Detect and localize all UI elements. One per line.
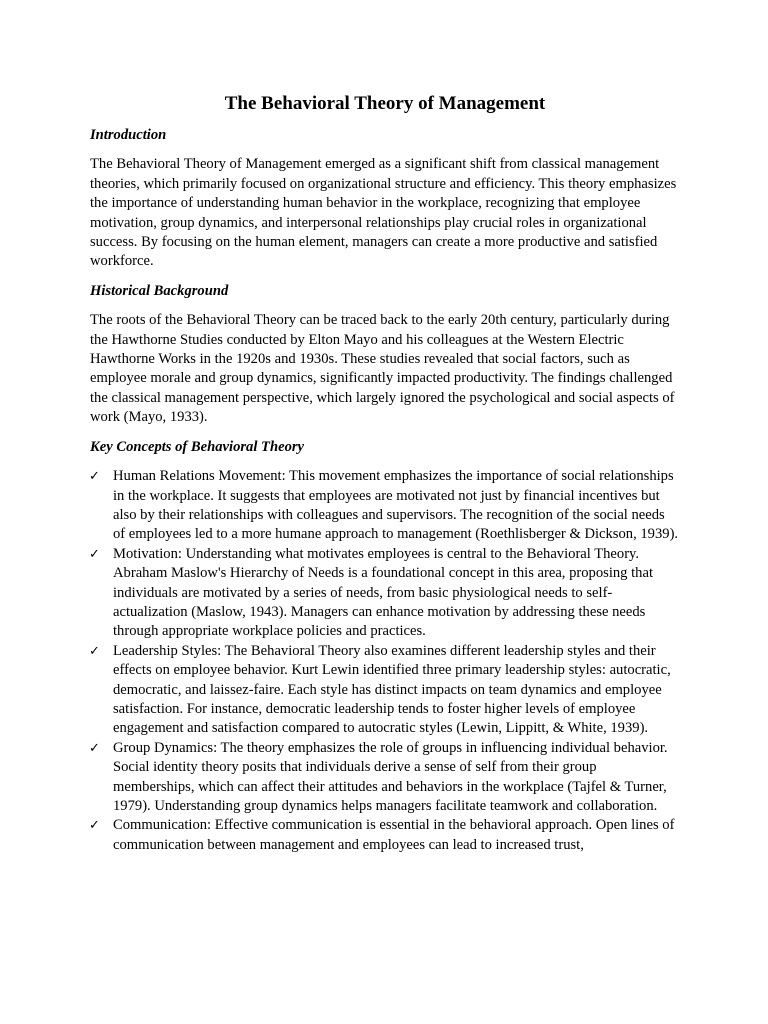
list-item-text: Group Dynamics: The theory emphasizes the role of groups in influencing individual behavior. Social identity theory posits that individuals derive a sense of self from their group memberships, which can affect their attitudes and behaviors in the workplace (Tajfel & Turner, 1979). Understanding group dynamics helps managers facilitate teamwork and collaboration. [113, 739, 668, 814]
key-concepts-list [90, 467, 680, 855]
list-item-text: Leadership Styles: The Behavioral Theory also examines different leadership styles and their effects on employee behavior. Kurt Lewin identified three primary leadership styles: autocratic, democratic, and laissez-faire. Each style has distinct impacts on team dynamics and employee satisfaction. For instance, democratic leadership tends to foster higher levels of employee engagement and satisfaction compared to autocratic styles (Lewin, Lippitt, & White, 1939). [113, 642, 671, 737]
checkmark-icon: ✓ [89, 818, 100, 834]
checkmark-icon: ✓ [89, 740, 100, 756]
paragraph-historical-background: The roots of the Behavioral Theory can be traced back to the early 20th century, particularly during the Hawthorne Studies conducted by Elton Mayo and his colleagues at the Western Electric Hawthorne Works in the 1920s and 1930s. These studies revealed that social factors, such as employee morale and group dynamics, significantly impacted productivity. The findings challenged the classical management perspective, which largely ignored the psychological and social aspects of work (Mayo, 1933). [90, 312, 675, 426]
section-introduction [90, 126, 680, 272]
list-item-text: Motivation: Understanding what motivates employees is central to the Behavioral Theory. Abraham Maslow's Hierarchy of Needs is a foundational concept in this area, proposing that individuals are motivated by a series of needs, from basic physiological needs to self-actualization (Maslow, 1943). Managers can enhance motivation by addressing these needs through appropriate workplace policies and practices. [113, 545, 654, 640]
list-item [90, 467, 680, 545]
list-item [90, 816, 680, 855]
checkmark-icon: ✓ [89, 469, 100, 485]
checkmark-icon: ✓ [89, 643, 100, 659]
document-title: The Behavioral Theory of Management [224, 93, 546, 114]
section-key-concepts [90, 438, 680, 856]
section-historical-background [90, 282, 680, 428]
section-heading-key-concepts: Key Concepts of Behavioral Theory [90, 438, 305, 455]
list-item-text: Human Relations Movement: This movement emphasizes the importance of social relationships in the workplace. It suggests that employees are motivated not just by financial incentives but also by their relationships with colleagues and supervisors. The recognition of the social needs of employees led to a more humane approach to management (Roethlisberger & Dickson, 1939). [113, 468, 679, 543]
paragraph-introduction: The Behavioral Theory of Management emerged as a significant shift from classical management theories, which primarily focused on organizational structure and efficiency. This theory emphasizes the importance of understanding human behavior in the workplace, recognizing that employee motivation, group dynamics, and interpersonal relationships play crucial roles in organizational success. By focusing on the human element, managers can create a more productive and satisfied workforce. [90, 156, 677, 270]
list-item [90, 739, 680, 817]
section-heading-introduction: Introduction [90, 127, 167, 143]
checkmark-icon: ✓ [89, 546, 100, 562]
list-item-text: Communication: Effective communication is essential in the behavioral approach. Open lines of communication between management and employees can lead to increased trust, [113, 817, 675, 853]
document-page [90, 92, 680, 855]
section-heading-historical-background: Historical Background [90, 282, 229, 299]
list-item [90, 642, 680, 739]
list-item [90, 545, 680, 642]
